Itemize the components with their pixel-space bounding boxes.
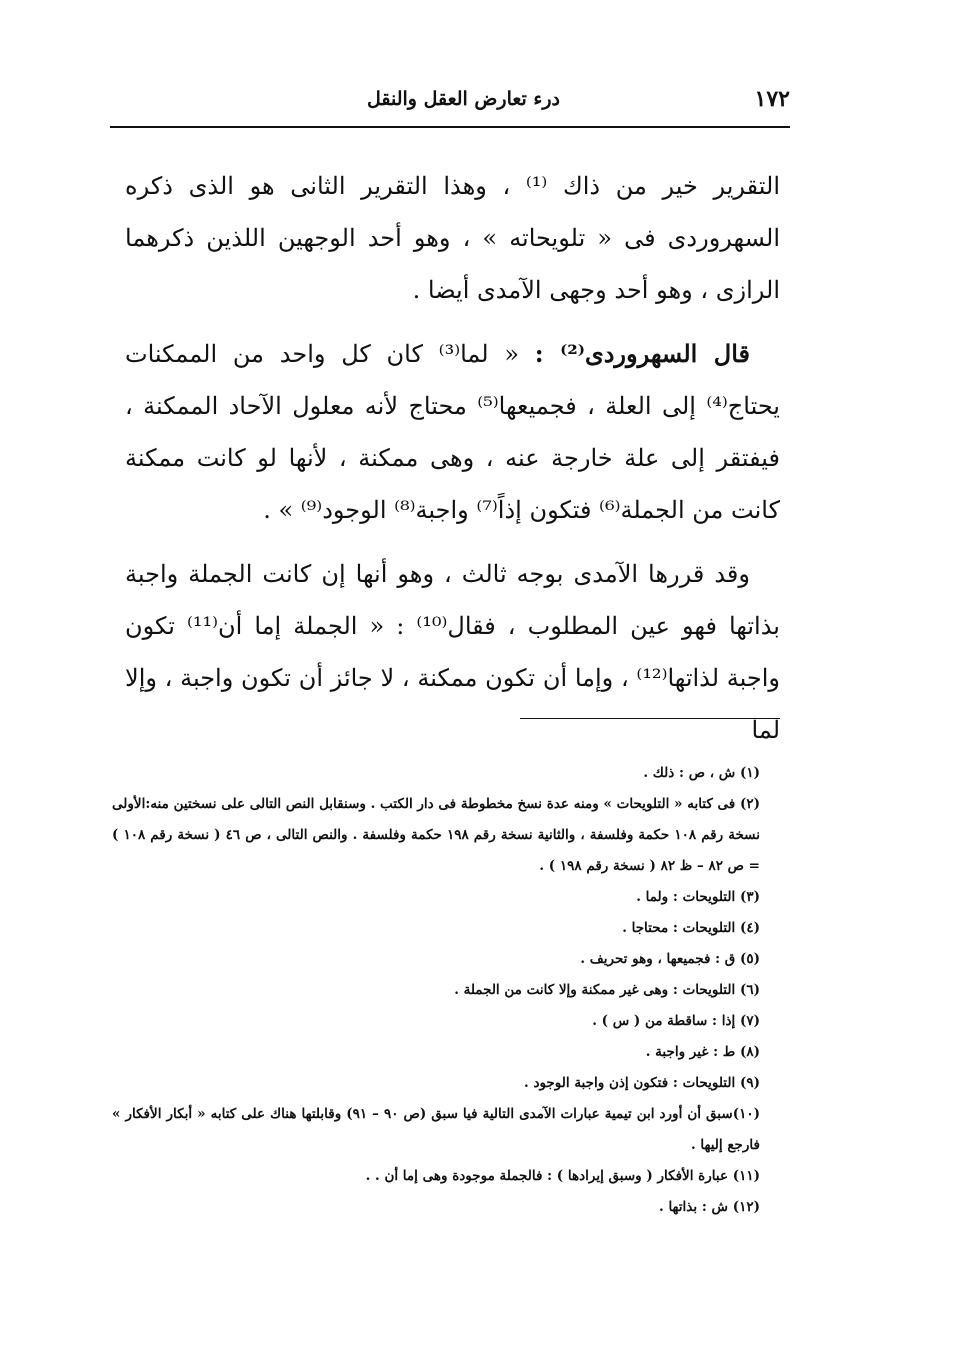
header-rule xyxy=(110,126,790,128)
footnote-2: (٢) فى كتابه « التلويحات » ومنه عدة نسخ مخطوطة فى دار الكتب . وسنقابل النص التالى على نسختين منه:الأولى نسخة رقم ١٠٨ حكمة وفلسفة ، والثانية نسخة رقم ١٩٨ حكمة وفلسفة . والنص التالى ، ص ٤٦ ( نسخة رقم ١٠٨ ) = ص ٨٢ – ظ ٨٢ ( نسخة رقم ١٩٨ ) . xyxy=(112,796,760,874)
footnote-7: (٧) إذا : ساقطة من ( س ) . xyxy=(592,1013,760,1029)
footnote-4: (٤) التلويحات : محتاجا . xyxy=(622,920,760,936)
footnotes xyxy=(112,758,760,1223)
footnote-12: (١٢) ش : بذاتها . xyxy=(659,1199,760,1215)
footnote-1: (١) ش ، ص : ذلك . xyxy=(643,765,760,781)
footnote-rule xyxy=(520,718,780,719)
footnote-11: (١١) عبارة الأفكار ( وسبق إيرادها ) : فالجملة موجودة وهى إما أن . . xyxy=(365,1168,760,1184)
paragraph-2-text: « لما⁽³⁾ كان كل واحد من الممكنات يحتاج⁽⁴⁾ إلى العلة ، فجميعها⁽⁵⁾ محتاج لأنه معلول الآحاد الممكنة ، فيفتقر إلى علة خارجة عنه ، وهى ممكنة ، لأنها لو كانت ممكنة كانت من الجملة⁽⁶⁾ فتكون إذاً⁽⁷⁾ واجبة⁽⁸⁾ الوجود⁽⁹⁾ » . xyxy=(125,340,780,524)
running-title: درء تعارض العقل والنقل xyxy=(366,88,560,110)
footnote-5: (٥) ق : فجميعها ، وهو تحريف . xyxy=(580,951,760,967)
page-number: ١٧٢ xyxy=(754,86,790,112)
paragraph-3: وقد قررها الآمدى بوجه ثالث ، وهو أنها إن كانت الجملة واجبة بذاتها فهو عين المطلوب ، فقال⁽¹⁰⁾ : « الجملة إما أن⁽¹¹⁾ تكون واجبة لذاتها⁽¹²⁾ ، وإما أن تكون ممكنة ، لا جائز أن تكون واجبة ، وإلا لما xyxy=(125,560,781,744)
footnote-6: (٦) التلويحات : وهى غير ممكنة وإلا كانت من الجملة . xyxy=(454,982,760,998)
footnote-10: (١٠)سبق أن أورد ابن تيمية عبارات الآمدى التالية فيا سبق (ص ٩٠ – ٩١) وقابلتها هناك على كتابه « أبكار الأفكار » فارجع إليها . xyxy=(112,1106,760,1153)
footnote-9: (٩) التلويحات : فتكون إذن واجبة الوجود . xyxy=(524,1075,760,1091)
footnote-3: (٣) التلويحات : ولما . xyxy=(636,889,760,905)
paragraph-1: التقرير خير من ذاك ⁽¹⁾ ، وهذا التقرير الثانى هو الذى ذكره السهروردى فى « تلويحاته » ، وهو أحد الوجهين اللذين ذكرهما الرازى ، وهو أحد وجهى الآمدى أيضا . xyxy=(125,172,780,304)
page-header xyxy=(110,82,790,122)
main-text xyxy=(125,160,780,768)
speaker-label: قال السهروردى⁽²⁾ : xyxy=(534,339,751,368)
paragraph-2 xyxy=(125,328,780,536)
footnote-8: (٨) ط : غير واجبة . xyxy=(645,1044,760,1060)
